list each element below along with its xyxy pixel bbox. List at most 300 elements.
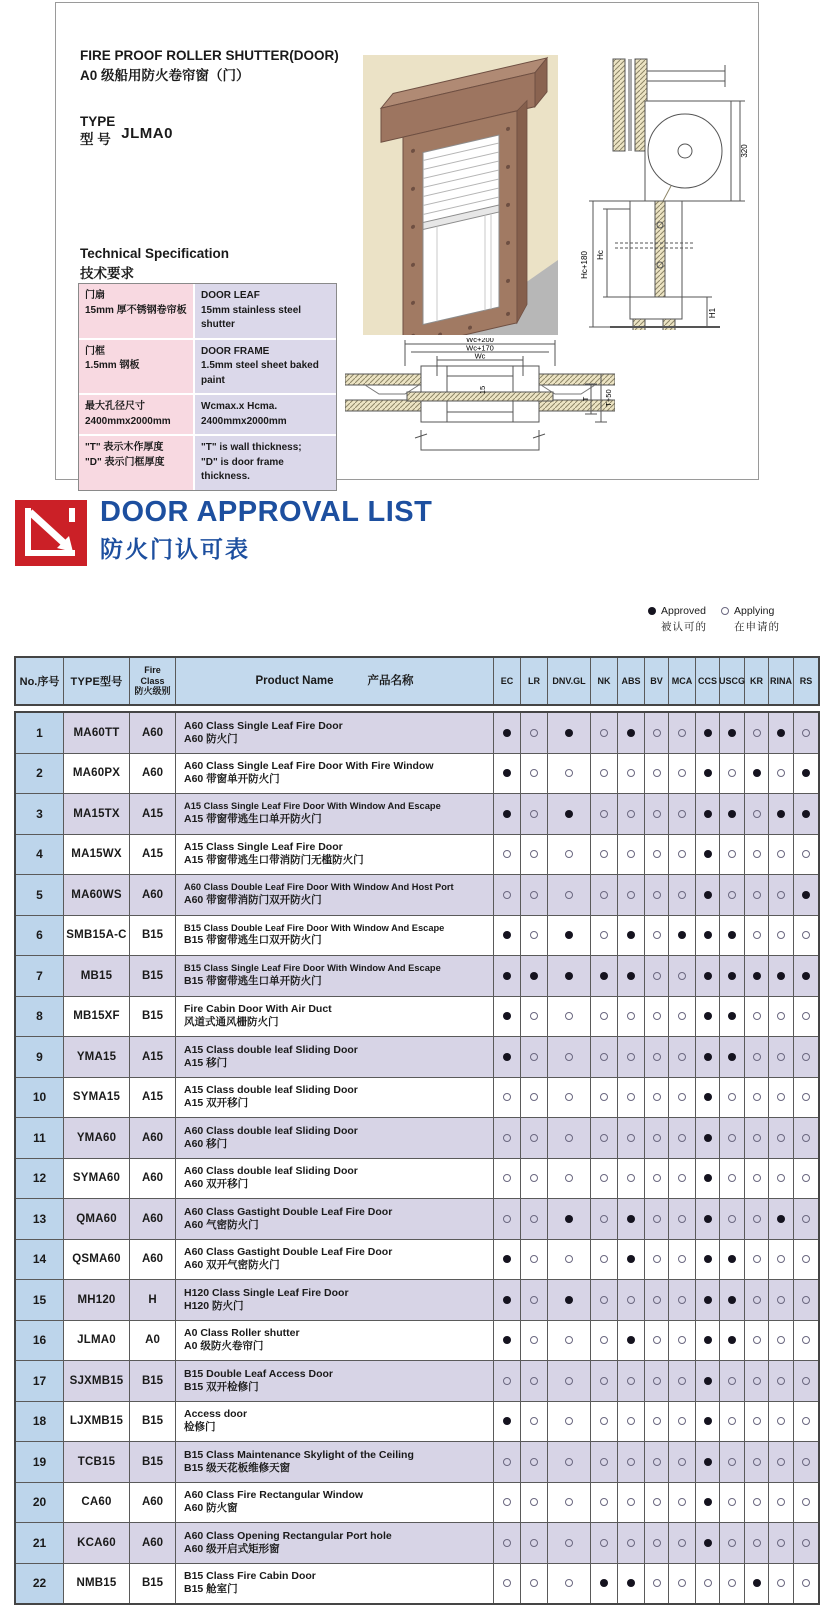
approval-cell	[494, 1118, 521, 1158]
row-product-name	[176, 1361, 494, 1401]
approval-cell	[618, 916, 645, 956]
approval-cell	[794, 1361, 818, 1401]
applying-dot	[503, 1377, 511, 1385]
approval-cell	[769, 1442, 794, 1482]
approved-dot	[704, 729, 712, 737]
legend-approved-zh: 被认可的	[661, 620, 707, 633]
applying-dot	[653, 1215, 661, 1223]
applying-dot	[600, 1336, 608, 1344]
approval-cell	[696, 1118, 720, 1158]
approval-cell	[769, 916, 794, 956]
applying-dot	[802, 931, 810, 939]
applying-dot	[565, 1255, 573, 1263]
table-row	[16, 1240, 818, 1281]
approval-cell	[548, 1199, 591, 1239]
applying-dot	[802, 1215, 810, 1223]
approval-cell	[720, 1564, 745, 1604]
product-name-en: H120 Class Single Leaf Fire Door	[184, 1286, 349, 1299]
approval-cell	[669, 713, 696, 753]
applying-dot	[753, 1134, 761, 1142]
approval-cell	[548, 835, 591, 875]
product-name-zh: B15 带窗带逃生口单开防火门	[184, 974, 322, 987]
approval-cell	[521, 1199, 548, 1239]
approval-cell	[521, 1402, 548, 1442]
spec-cell	[195, 436, 336, 490]
row-type: NMB15	[64, 1564, 130, 1604]
product-name-zh: H120 防火门	[184, 1299, 244, 1312]
row-type: MH120	[64, 1280, 130, 1320]
approval-cell	[645, 1159, 669, 1199]
approval-cell	[745, 1564, 769, 1604]
applying-dot	[503, 1579, 511, 1587]
approval-cell	[618, 835, 645, 875]
approval-cell	[494, 875, 521, 915]
approval-cell	[591, 875, 618, 915]
applying-dot	[530, 891, 538, 899]
approved-dot	[777, 729, 785, 737]
applying-dot	[530, 1336, 538, 1344]
approval-cell	[794, 875, 818, 915]
applying-dot	[503, 1134, 511, 1142]
approval-cell	[645, 997, 669, 1037]
approval-cell	[494, 713, 521, 753]
approval-cell	[720, 1361, 745, 1401]
applying-dot	[653, 972, 661, 980]
applying-dot	[653, 1134, 661, 1142]
applying-dot	[802, 1296, 810, 1304]
approval-cell	[720, 1442, 745, 1482]
product-name-en: B15 Class Maintenance Skylight of the Ceiling	[184, 1448, 414, 1461]
applying-dot	[728, 1579, 736, 1587]
applying-dot	[600, 1377, 608, 1385]
applying-dot	[600, 850, 608, 858]
applying-dot	[678, 1458, 686, 1466]
approval-cell	[745, 1361, 769, 1401]
product-header-en: Product Name	[255, 674, 334, 687]
approval-cell	[591, 916, 618, 956]
applying-dot	[627, 1174, 635, 1182]
approval-cell	[794, 1159, 818, 1199]
legend-applying-zh: 在申请的	[734, 620, 780, 633]
product-name-en: A15 Class double leaf Sliding Door	[184, 1084, 358, 1097]
dim-label-wc200: Wc+200	[466, 338, 494, 344]
applying-dot	[627, 1134, 635, 1142]
table-row	[16, 875, 818, 916]
applying-dot	[802, 1417, 810, 1425]
applying-dot	[600, 1053, 608, 1061]
spec-line: 15mm 厚不锈钢卷帘板	[85, 304, 187, 316]
approved-dot	[704, 1012, 712, 1020]
approval-cell	[494, 997, 521, 1037]
table-row	[16, 1118, 818, 1159]
approved-dot	[704, 891, 712, 899]
approval-cell	[591, 1564, 618, 1604]
product-name-zh: B15 舱室门	[184, 1583, 238, 1596]
approval-cell	[794, 754, 818, 794]
row-type: QMA60	[64, 1199, 130, 1239]
applying-dot	[678, 729, 686, 737]
approved-dot	[704, 1498, 712, 1506]
row-product-name	[176, 1118, 494, 1158]
row-product-name	[176, 1442, 494, 1482]
applying-dot	[600, 729, 608, 737]
spec-cell	[195, 340, 336, 394]
applying-dot	[802, 1458, 810, 1466]
applying-dot	[565, 1377, 573, 1385]
applying-dot	[600, 1498, 608, 1506]
approval-cell	[521, 1483, 548, 1523]
applying-dot	[653, 1012, 661, 1020]
applying-dot	[530, 1498, 538, 1506]
product-name-en: A15 Class Single Leaf Fire Door With Window And Escape	[184, 801, 441, 812]
applying-dot	[530, 1417, 538, 1425]
row-fire-class: A60	[130, 1240, 176, 1280]
applying-dot	[627, 1296, 635, 1304]
approval-cell	[548, 1483, 591, 1523]
applying-dot	[600, 810, 608, 818]
approved-dot	[704, 1053, 712, 1061]
applying-dot	[777, 1539, 785, 1547]
row-number: 17	[16, 1361, 64, 1401]
approved-dot	[678, 931, 686, 939]
approval-cell	[591, 1240, 618, 1280]
product-header-zh: 产品名称	[367, 674, 414, 687]
spec-line: "D" is door frame thickness.	[201, 456, 284, 482]
product-name-zh: A60 气密防火门	[184, 1218, 259, 1231]
approval-cell	[591, 1118, 618, 1158]
applying-dot	[728, 1458, 736, 1466]
legend-applying-en: Applying	[734, 605, 775, 617]
approval-cell	[591, 1199, 618, 1239]
product-name-en: A60 Class Single Leaf Fire Door	[184, 719, 343, 732]
applying-dot	[678, 891, 686, 899]
applying-dot	[802, 1377, 810, 1385]
row-product-name	[176, 1321, 494, 1361]
approval-cell	[494, 754, 521, 794]
approval-cell	[794, 956, 818, 996]
product-name-zh: A60 双开移门	[184, 1178, 249, 1191]
approval-cell	[794, 1118, 818, 1158]
applying-dot	[627, 1458, 635, 1466]
row-type: YMA60	[64, 1118, 130, 1158]
approval-cell	[769, 997, 794, 1037]
product-name-en: Fire Cabin Door With Air Duct	[184, 1003, 332, 1016]
applying-dot	[530, 850, 538, 858]
approval-cell	[794, 997, 818, 1037]
applying-dot	[777, 1336, 785, 1344]
applying-dot	[753, 931, 761, 939]
applying-dot	[678, 1012, 686, 1020]
spec-line: DOOR FRAME	[201, 345, 270, 357]
approval-cell	[548, 1442, 591, 1482]
dim-label-hc180: Hc+180	[580, 251, 589, 279]
applying-dot	[653, 1336, 661, 1344]
approval-cell	[669, 1199, 696, 1239]
approval-cell	[720, 1483, 745, 1523]
approval-cell	[548, 754, 591, 794]
approved-dot	[704, 1296, 712, 1304]
approval-cell	[696, 997, 720, 1037]
product-name-en: A60 Class Fire Rectangular Window	[184, 1489, 364, 1502]
approved-dot	[704, 769, 712, 777]
product-name-en: A15 Class Single Leaf Fire Door	[184, 841, 343, 854]
row-type: MB15	[64, 956, 130, 996]
approval-cell	[618, 956, 645, 996]
product-name-zh: A60 双开气密防火门	[184, 1259, 280, 1272]
applying-dot	[530, 1215, 538, 1223]
row-fire-class: B15	[130, 997, 176, 1037]
applying-dot	[721, 607, 729, 615]
applying-dot	[530, 1093, 538, 1101]
applying-dot	[600, 1255, 608, 1263]
approval-cell	[745, 1118, 769, 1158]
applying-dot	[777, 1174, 785, 1182]
approval-cell	[548, 1564, 591, 1604]
row-product-name	[176, 1483, 494, 1523]
approval-cell	[720, 1321, 745, 1361]
applying-dot	[777, 1377, 785, 1385]
row-number: 1	[16, 713, 64, 753]
product-title-en: FIRE PROOF ROLLER SHUTTER(DOOR)	[80, 48, 339, 63]
applying-dot	[530, 1296, 538, 1304]
approval-cell	[696, 1037, 720, 1077]
applying-dot	[627, 810, 635, 818]
approval-cell	[494, 1361, 521, 1401]
applying-dot	[678, 1417, 686, 1425]
approval-cell	[769, 875, 794, 915]
approval-cell	[669, 1240, 696, 1280]
row-product-name	[176, 1078, 494, 1118]
approval-cell	[618, 875, 645, 915]
product-name-en: B15 Class Fire Cabin Door	[184, 1570, 316, 1583]
approved-dot	[565, 1296, 573, 1304]
approval-cell	[745, 1442, 769, 1482]
approval-cell	[745, 916, 769, 956]
approval-cell	[696, 1199, 720, 1239]
applying-dot	[600, 1296, 608, 1304]
applying-dot	[565, 1458, 573, 1466]
approval-cell	[769, 1402, 794, 1442]
spec-line: "T" is wall thickness;	[201, 442, 302, 453]
applying-dot	[777, 1255, 785, 1263]
row-type: JLMA0	[64, 1321, 130, 1361]
product-name-en: A60 Class Single Leaf Fire Door With Fire Window	[184, 760, 434, 773]
approval-cell	[745, 794, 769, 834]
approval-cell	[521, 754, 548, 794]
approval-cell	[794, 1037, 818, 1077]
approval-cell	[494, 1321, 521, 1361]
row-type: LJXMB15	[64, 1402, 130, 1442]
row-fire-class: A60	[130, 1483, 176, 1523]
approval-cell	[521, 1321, 548, 1361]
approval-cell	[720, 1118, 745, 1158]
approval-cell	[618, 1199, 645, 1239]
approval-cell	[521, 1118, 548, 1158]
approval-cell	[618, 794, 645, 834]
col-header-kr: KR	[745, 658, 769, 704]
approval-cell	[591, 1523, 618, 1563]
approval-cell	[591, 1037, 618, 1077]
approval-cell	[618, 1118, 645, 1158]
applying-dot	[530, 1539, 538, 1547]
approval-cell	[720, 1523, 745, 1563]
product-name-en: B15 Class Single Leaf Fire Door With Window And Escape	[184, 963, 441, 974]
row-number: 6	[16, 916, 64, 956]
col-header-rs: RS	[799, 676, 813, 686]
row-type: SMB15A-C	[64, 916, 130, 956]
approved-dot	[728, 1255, 736, 1263]
approval-cell	[494, 835, 521, 875]
approval-cell	[720, 754, 745, 794]
applying-dot	[777, 1093, 785, 1101]
applying-dot	[678, 1296, 686, 1304]
approval-cell	[494, 1564, 521, 1604]
approval-cell	[769, 1159, 794, 1199]
approval-cell	[794, 1442, 818, 1482]
approved-dot	[728, 972, 736, 980]
approval-cell	[696, 1159, 720, 1199]
row-product-name	[176, 835, 494, 875]
approval-cell	[696, 835, 720, 875]
row-type: MA15WX	[64, 835, 130, 875]
applying-dot	[678, 1093, 686, 1101]
applying-dot	[600, 931, 608, 939]
legend	[648, 604, 780, 636]
approved-dot	[802, 891, 810, 899]
row-number: 11	[16, 1118, 64, 1158]
approval-cell	[696, 875, 720, 915]
approval-cell	[591, 956, 618, 996]
dim-label-15: 15	[478, 385, 487, 395]
applying-dot	[653, 891, 661, 899]
table-row	[16, 1321, 818, 1362]
applying-dot	[627, 1417, 635, 1425]
approval-cell	[669, 1402, 696, 1442]
approval-cell	[745, 956, 769, 996]
approved-dot	[565, 810, 573, 818]
row-fire-class: B15	[130, 1564, 176, 1604]
row-number: 21	[16, 1523, 64, 1563]
col-header-rina: RINA	[769, 658, 794, 704]
approval-cell	[669, 1078, 696, 1118]
row-fire-class: A60	[130, 875, 176, 915]
approved-dot	[565, 931, 573, 939]
table-row	[16, 1078, 818, 1119]
approved-dot	[704, 1093, 712, 1101]
approval-table-body	[14, 711, 820, 1605]
applying-dot	[565, 769, 573, 777]
approved-dot	[704, 810, 712, 818]
table-row	[16, 754, 818, 795]
applying-dot	[600, 1174, 608, 1182]
approval-cell	[521, 794, 548, 834]
fire-class-line: Class	[140, 675, 165, 686]
applying-dot	[627, 1377, 635, 1385]
spec-heading-zh: 技术要求	[80, 265, 134, 281]
approved-dot	[503, 769, 511, 777]
approved-dot	[704, 931, 712, 939]
approval-cell	[494, 1523, 521, 1563]
row-fire-class: A15	[130, 1037, 176, 1077]
spec-line: 最大孔径尺寸	[85, 401, 145, 412]
applying-dot	[627, 769, 635, 777]
row-number: 20	[16, 1483, 64, 1523]
approval-cell	[591, 754, 618, 794]
approved-dot	[704, 1539, 712, 1547]
row-type: YMA15	[64, 1037, 130, 1077]
applying-dot	[678, 1579, 686, 1587]
applying-dot	[653, 1174, 661, 1182]
approval-cell	[794, 1240, 818, 1280]
approval-cell	[645, 1037, 669, 1077]
row-type: TCB15	[64, 1442, 130, 1482]
table-row	[16, 1037, 818, 1078]
approved-dot	[530, 972, 538, 980]
approval-cell	[696, 1523, 720, 1563]
approval-cell	[618, 1402, 645, 1442]
applying-dot	[530, 810, 538, 818]
approval-cell	[720, 875, 745, 915]
approval-cell	[521, 713, 548, 753]
approval-cell	[591, 1078, 618, 1118]
approval-cell	[669, 835, 696, 875]
applying-dot	[802, 850, 810, 858]
row-number: 14	[16, 1240, 64, 1280]
approved-dot	[728, 1336, 736, 1344]
approval-cell	[591, 1402, 618, 1442]
applying-dot	[653, 1539, 661, 1547]
row-product-name	[176, 794, 494, 834]
approval-cell	[494, 916, 521, 956]
approved-dot	[728, 729, 736, 737]
approval-cell	[494, 1240, 521, 1280]
row-fire-class: A60	[130, 713, 176, 753]
approval-cell	[494, 1442, 521, 1482]
applying-dot	[753, 1215, 761, 1223]
approval-cell	[696, 956, 720, 996]
product-name-en: A60 Class Gastight Double Leaf Fire Door	[184, 1246, 393, 1259]
approval-cell	[696, 1280, 720, 1320]
approval-cell	[645, 875, 669, 915]
row-fire-class: B15	[130, 956, 176, 996]
applying-dot	[678, 1539, 686, 1547]
row-type: MA60WS	[64, 875, 130, 915]
applying-dot	[653, 1377, 661, 1385]
approval-cell	[745, 1402, 769, 1442]
applying-dot	[503, 1174, 511, 1182]
approval-cell	[669, 916, 696, 956]
applying-dot	[627, 1053, 635, 1061]
applying-dot	[565, 1134, 573, 1142]
approval-cell	[720, 1280, 745, 1320]
approval-cell	[720, 1402, 745, 1442]
approval-cell	[548, 1240, 591, 1280]
row-fire-class: A15	[130, 1078, 176, 1118]
row-product-name	[176, 916, 494, 956]
approval-cell	[591, 1442, 618, 1482]
approval-cell	[521, 1078, 548, 1118]
approved-dot	[704, 1336, 712, 1344]
applying-dot	[802, 1053, 810, 1061]
product-title	[80, 46, 339, 87]
applying-dot	[627, 1093, 635, 1101]
approval-cell	[669, 956, 696, 996]
applying-dot	[802, 729, 810, 737]
applying-dot	[653, 1458, 661, 1466]
approval-cell	[645, 1442, 669, 1482]
approval-cell	[696, 1564, 720, 1604]
approved-dot	[503, 810, 511, 818]
